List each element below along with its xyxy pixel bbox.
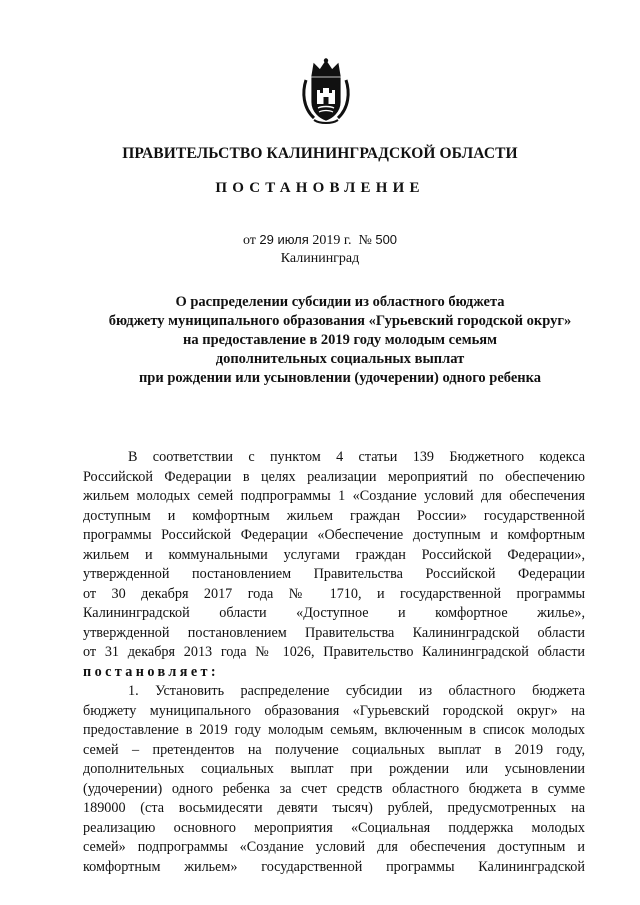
document-number: 500 bbox=[375, 232, 398, 247]
document-type: ПОСТАНОВЛЕНИЕ bbox=[215, 180, 425, 196]
text-line: предоставление в 2019 году молодым семьям, включенным в список молодых bbox=[83, 722, 585, 738]
title-line: при рождении или усыновлении (удочерении) одного ребенка bbox=[138, 370, 542, 386]
text-line: утвержденной постановлением Правительства Российской Федерации bbox=[83, 566, 585, 582]
title-line: на предоставление в 2019 году молодым семьям bbox=[183, 332, 497, 348]
preamble-paragraph bbox=[83, 448, 585, 682]
text-line: комфортным жильем» государственной программы Калининградской bbox=[83, 858, 585, 875]
title-line: бюджету муниципального образования «Гурьевский городской округ» bbox=[108, 313, 572, 329]
text-line: Российской Федерации в целях реализации мероприятий по обеспечению bbox=[83, 468, 585, 485]
text-line: семей – претендентов на получение социальных выплат в 2019 году, bbox=[83, 741, 585, 758]
text-line: жильем молодых семей подпрограммы 1 «Создание условий для обеспечения bbox=[83, 488, 585, 504]
city: Калининград bbox=[280, 251, 360, 266]
date-day-month: 29 июля bbox=[259, 232, 309, 247]
text-line: от 30 декабря 2017 года № 1710, и государственной программы bbox=[83, 585, 585, 602]
text-line: дополнительных социальных выплат при рождении или усыновлении bbox=[83, 761, 585, 777]
text-line: семей» подпрограммы «Создание условий для обеспечения доступным и bbox=[83, 839, 585, 855]
date-prefix: от bbox=[242, 233, 256, 248]
text-line: реализацию основного мероприятия «Социальная поддержка молодых bbox=[83, 819, 585, 836]
resolves-word: постановляет: bbox=[83, 663, 220, 680]
number-prefix: № bbox=[358, 233, 372, 248]
text-line: утвержденной постановлением Правительства Калининградской области bbox=[83, 624, 585, 641]
document-body bbox=[83, 448, 585, 877]
item-1-paragraph bbox=[83, 682, 585, 877]
text-line: доступным и комфортным жильем граждан России» государственной bbox=[83, 507, 585, 524]
date-line bbox=[0, 232, 640, 249]
text-line: от 31 декабря 2013 года № 1026, Правительство Калининградской области bbox=[83, 644, 585, 660]
text-line: жильем и коммунальными услугами граждан Российской Федерации», bbox=[83, 546, 585, 563]
text-line: 189000 (ста восьмидесяти девяти тысяч) рублей, предусмотренных на bbox=[83, 800, 585, 816]
coat-of-arms-icon bbox=[300, 58, 352, 124]
text-line: В соответствии с пунктом 4 статьи 139 Бюджетного кодекса bbox=[128, 449, 585, 465]
text-line: (удочерении) одного ребенка за счет средств областного бюджета в сумме bbox=[83, 780, 585, 797]
text-line: 1. Установить распределение субсидии из областного бюджета bbox=[128, 683, 585, 699]
title-line: дополнительных социальных выплат bbox=[215, 351, 465, 367]
text-line: Калининградской области «Доступное и комфортное жилье», bbox=[83, 605, 585, 621]
document-title bbox=[80, 293, 600, 388]
government-name: ПРАВИТЕЛЬСТВО КАЛИНИНГРАДСКОЙ ОБЛАСТИ bbox=[122, 145, 518, 162]
title-line: О распределении субсидии из областного бюджета bbox=[175, 294, 505, 310]
date-year: 2019 г. bbox=[312, 233, 352, 248]
text-line: программы Российской Федерации «Обеспечение доступным и комфортным bbox=[83, 527, 585, 543]
text-line: бюджету муниципального образования «Гурьевский городской округ» на bbox=[83, 702, 585, 719]
